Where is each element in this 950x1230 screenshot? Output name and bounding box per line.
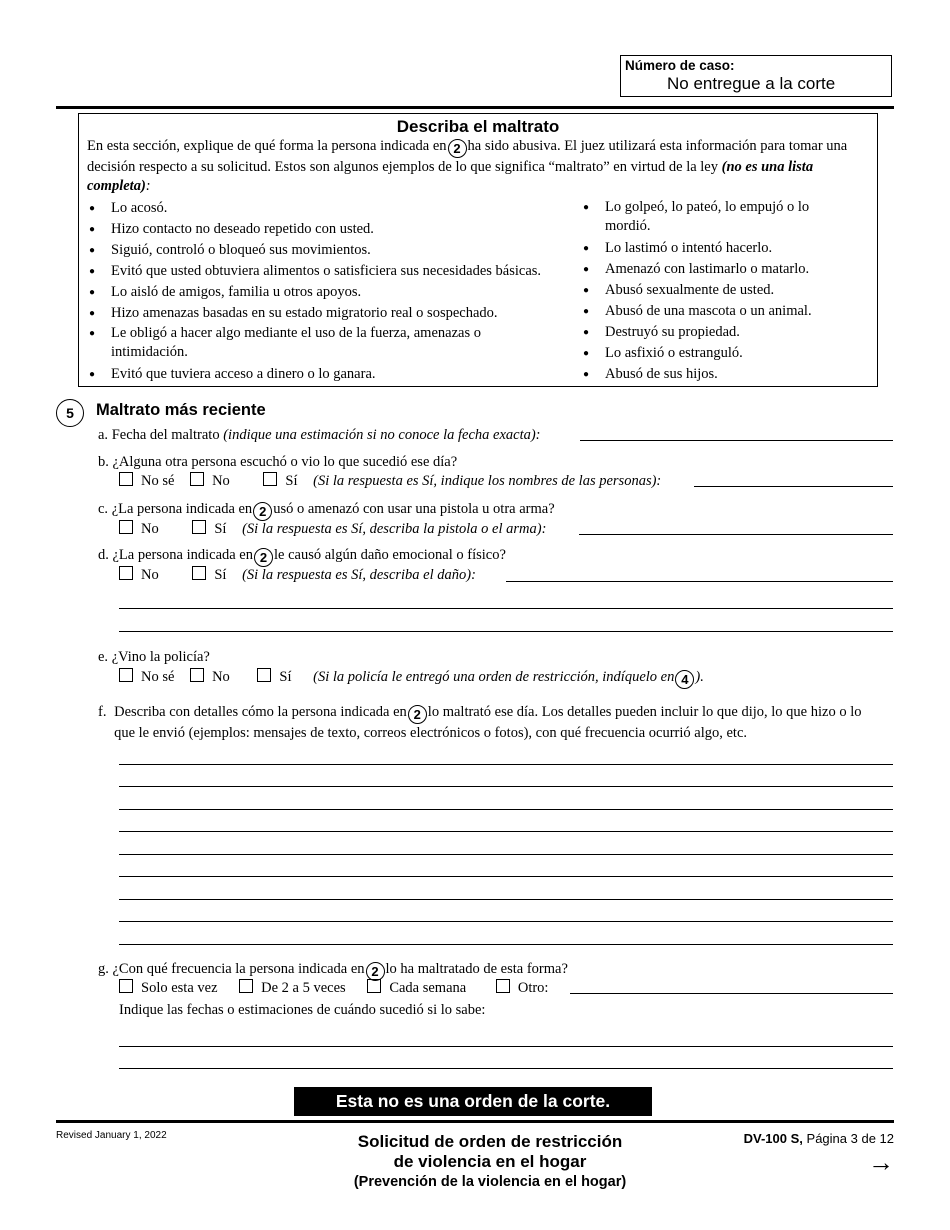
weapon-description-input[interactable]	[579, 534, 893, 535]
list-item: ● Le obligó a hacer algo mediante el uso de la fuerza, amenazas o intimidación.	[87, 324, 511, 362]
frequency-2to5-checkbox[interactable]	[239, 979, 253, 993]
list-item: ● Abusó sexualmente de usted.	[581, 280, 871, 301]
abuse-box-note: (no es una lista completa)	[87, 159, 814, 194]
list-item: ● Lo acosó.	[87, 198, 587, 219]
harm-description-line[interactable]	[119, 608, 893, 609]
details-line[interactable]	[119, 944, 893, 945]
question-c: c. ¿La persona indicada en 2 usó o amenazó con usar una pistola u otra arma?	[98, 501, 555, 519]
list-item: ● Amenazó con lastimarlo o matarlo.	[581, 259, 871, 280]
question-g-options: Solo esta vez De 2 a 5 veces Cada semana Otro:	[119, 979, 893, 998]
list-item: ● Destruyó su propiedad.	[581, 322, 871, 343]
question-f: f. Describa con detalles cómo la persona indicada en 2 lo maltrató ese día. Los detalles pueden incluir lo que dijo, lo que hizo o lo que le envió (ejemplos: mensajes de texto, correos electrónicos o fotos), con qué frecuencia ocurrió algo, etc.	[98, 704, 862, 741]
harm-description-line[interactable]	[119, 631, 893, 632]
list-item: ● Hizo contacto no deseado repetido con usted.	[87, 219, 587, 240]
section-number-5: 5	[56, 399, 84, 427]
case-number-label: Número de caso:	[625, 58, 735, 73]
form-id: DV-100 S,	[743, 1131, 803, 1146]
frequency-weekly-checkbox[interactable]	[367, 979, 381, 993]
header-rule	[56, 106, 894, 109]
question-a: a. Fecha del maltrato (indique una estimación si no conoce la fecha exacta):	[98, 427, 541, 443]
details-line[interactable]	[119, 921, 893, 922]
details-line[interactable]	[119, 764, 893, 765]
case-number-value: No entregue a la corte	[667, 74, 836, 93]
abuse-box-title: Describa el maltrato	[396, 117, 560, 136]
abuse-description-box	[78, 113, 878, 387]
footer-rule	[56, 1120, 894, 1123]
harm-yes-checkbox[interactable]	[192, 566, 206, 580]
list-item: ● Abusó de sus hijos.	[581, 364, 871, 385]
abuse-examples-left	[87, 198, 587, 385]
question-d-options: No Sí (Si la respuesta es Sí, describa el daño):	[119, 566, 476, 585]
list-item: ● Abusó de una mascota o un animal.	[581, 301, 871, 322]
details-line[interactable]	[119, 809, 893, 810]
party-ref-circle: 2	[254, 548, 273, 567]
list-item: ● Siguió, controló o bloqueó sus movimientos.	[87, 240, 587, 261]
witness-names-input[interactable]	[694, 486, 893, 487]
party-ref-circle: 2	[408, 705, 427, 724]
details-line[interactable]	[119, 899, 893, 900]
witness-unknown-checkbox[interactable]	[119, 472, 133, 486]
list-item: ● Evitó que tuviera acceso a dinero o lo ganara.	[87, 364, 587, 385]
form-page-info	[744, 1131, 894, 1146]
details-line[interactable]	[119, 854, 893, 855]
details-line[interactable]	[119, 876, 893, 877]
police-yes-checkbox[interactable]	[257, 668, 271, 682]
dates-line[interactable]	[119, 1046, 893, 1047]
question-b: b. ¿Alguna otra persona escuchó o vio lo que sucedió ese día?	[98, 454, 458, 470]
police-unknown-checkbox[interactable]	[119, 668, 133, 682]
party-ref-circle: 2	[448, 139, 467, 158]
section-title: Maltrato más reciente	[96, 401, 266, 419]
dates-line[interactable]	[119, 1068, 893, 1069]
details-line[interactable]	[119, 786, 893, 787]
not-court-order-notice: Esta no es una orden de la corte.	[294, 1087, 652, 1116]
harm-description-input[interactable]	[506, 581, 893, 582]
frequency-once-checkbox[interactable]	[119, 979, 133, 993]
list-item: ● Lo golpeó, lo pateó, lo empujó o lo mordió.	[581, 198, 845, 236]
question-c-options: No Sí (Si la respuesta es Sí, describa la pistola o el arma):	[119, 520, 546, 539]
abuse-box-intro: En esta sección, explique de qué forma la persona indicada en 2 ha sido abusiva. El juez utilizará esta información para tomar una decisión respecto a su solicitud. Estos son algunos ejemplos de lo que significa “maltrato” en virtud de la ley (no es una lista completa):	[87, 138, 848, 194]
list-item: ● Hizo amenazas basadas en su estado migratorio real o sospechado.	[87, 303, 587, 324]
harm-no-checkbox[interactable]	[119, 566, 133, 580]
witness-yes-checkbox[interactable]	[263, 472, 277, 486]
question-e-options: No sé No Sí (Si la policía le entregó una orden de restricción, indíquelo en 4 ).	[119, 668, 704, 689]
abuse-examples-right	[581, 198, 871, 385]
police-no-checkbox[interactable]	[190, 668, 204, 682]
witness-no-checkbox[interactable]	[190, 472, 204, 486]
list-item: ● Lo aisló de amigos, familia u otros apoyos.	[87, 282, 587, 303]
form-title: Solicitud de orden de restricción de violencia en el hogar (Prevención de la violencia en el hogar)	[353, 1132, 627, 1190]
page-number: Página 3 de 12	[806, 1131, 894, 1146]
list-item: ● Lo lastimó o intentó hacerlo.	[581, 238, 871, 259]
question-b-options: No sé No Sí (Si la respuesta es Sí, indique los nombres de las personas):	[119, 472, 661, 491]
frequency-other-input[interactable]	[570, 993, 893, 994]
section-ref-circle: 4	[675, 670, 694, 689]
next-page-arrow-icon: →	[868, 1147, 894, 1177]
abuse-date-input[interactable]	[580, 440, 893, 441]
details-line[interactable]	[119, 831, 893, 832]
case-number-box	[620, 55, 892, 97]
list-item: ● Evitó que usted obtuviera alimentos o satisficiera sus necesidades básicas.	[87, 261, 587, 282]
frequency-other-checkbox[interactable]	[496, 979, 510, 993]
dates-label: Indique las fechas o estimaciones de cuándo sucedió si lo sabe:	[119, 1002, 486, 1018]
revised-date: Revised January 1, 2022	[56, 1130, 167, 1141]
question-d: d. ¿La persona indicada en 2 le causó algún daño emocional o físico?	[98, 547, 506, 565]
weapon-yes-checkbox[interactable]	[192, 520, 206, 534]
party-ref-circle: 2	[253, 502, 272, 521]
question-g: g. ¿Con qué frecuencia la persona indicada en 2 lo ha maltratado de esta forma?	[98, 961, 568, 979]
weapon-no-checkbox[interactable]	[119, 520, 133, 534]
party-ref-circle: 2	[366, 962, 385, 981]
list-item: ● Lo asfixió o estranguló.	[581, 343, 871, 364]
question-e: e. ¿Vino la policía?	[98, 649, 210, 665]
